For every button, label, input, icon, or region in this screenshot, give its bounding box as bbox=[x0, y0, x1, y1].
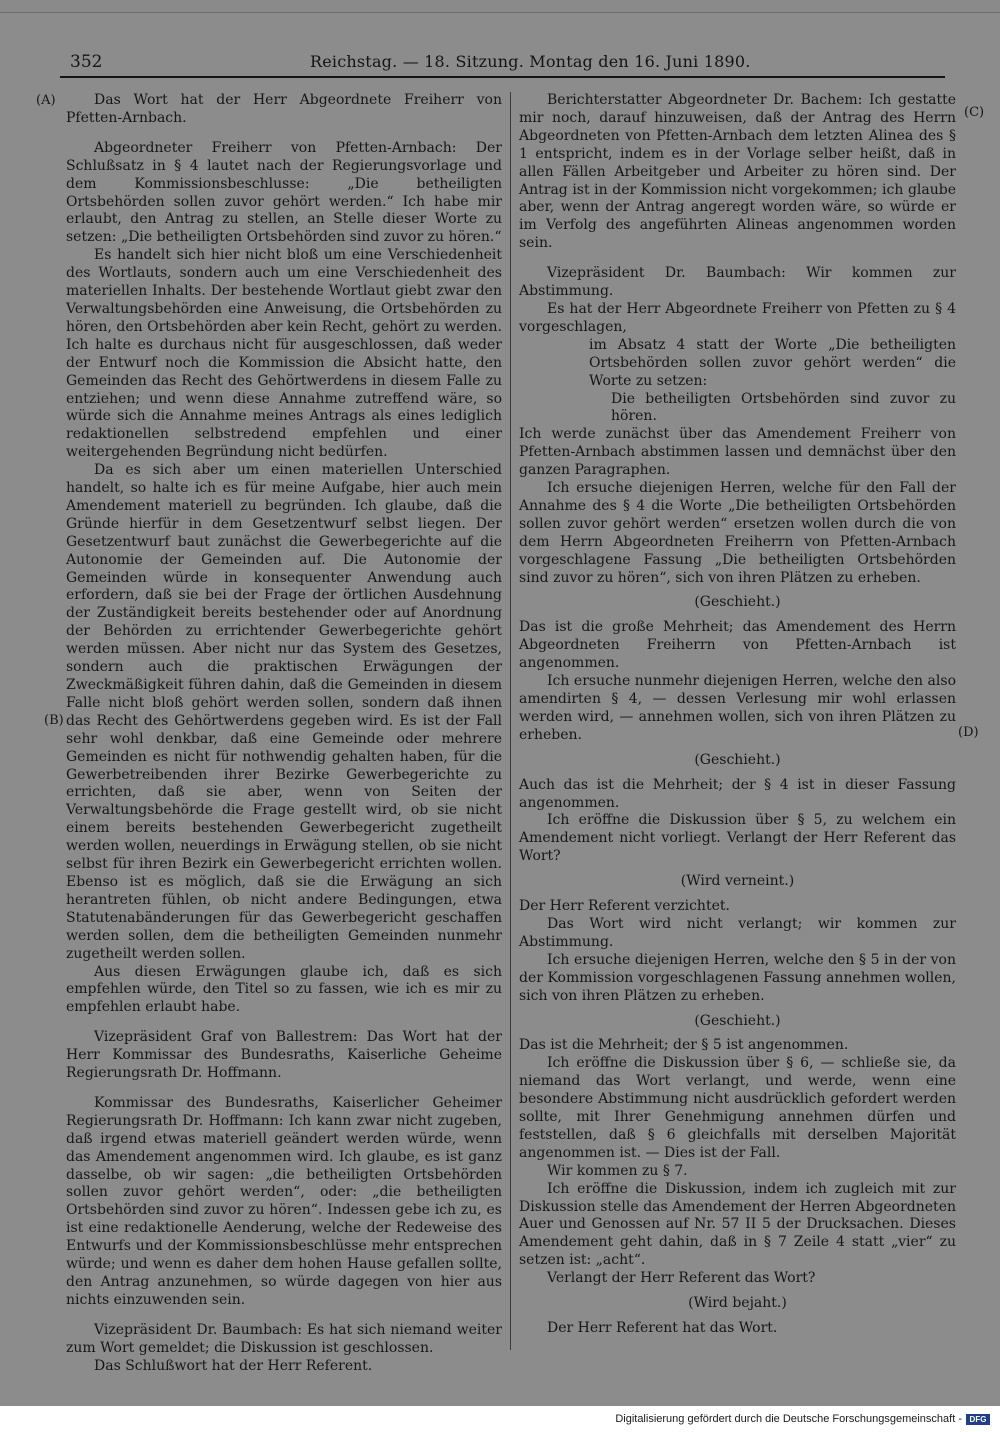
paragraph: Da es sich aber um einen materiellen Unterschied handelt, so halte ich es für meine Aufgabe, hier auch mein Amendement materiell zu begründen. Ich glaube, daß die Gründe hierfür in dem Gesetzentwurf selbst liegen. Der Gesetzentwurf baut zunächst die Gewerbegerichte auf die Autonomie der Gemeinden auf. Die Autonomie der Gemeinden würde in konsequenter Anwendung auch erfordern, daß sie bei der Frage der örtlichen Ausdehnung der Zuständigkeit bereits bestehender oder auf Anordnung der Behörden zu errichtender Gewerbegerichte gehört werden müssen. Aber nicht nur das System des Gesetzes, sondern auch die praktischen Erwägungen der Zweckmäßigkeit führen dahin, daß die Gemeinden in diesem Falle nicht bloß gehört werden sollen, sondern daß ihnen das Recht des Gehörtwerdens gegeben wird. Es ist der Fall sehr wohl denkbar, daß eine Gemeinde oder mehrere Gemeinden es nicht für nothwendig gehalten haben, für die Gewerbetreibenden ihrer Bezirke Gewerbegerichte zu errichten, daß sie aber, wenn von Seiten der Verwaltungsbehörde die Frage gestellt wird, ob sie nicht einem bereits bestehenden Gewerbegericht zugetheilt werden wollen, neuerdings in Erwägung stellen, ob sie nicht selbst für ihren Bezirk ein Gewerbegericht errichten wollen. Ebenso ist es möglich, daß sie die Erwägung an sich herantreten fühlen, ob nicht andere Bedingungen, etwa Statutenabänderungen für das Gewerbegericht geschaffen werden sollen, dem die betheiligten Gemeinden nunmehr zugetheilt werden sollen. bbox=[66, 462, 502, 962]
paragraph: Wir kommen zu § 7. bbox=[547, 1162, 688, 1179]
quoted-proposal: im Absatz 4 statt der Worte „Die betheiligten Ortsbehörden sollen zuvor gehört werden“ die Worte zu setzen: bbox=[589, 336, 956, 389]
margin-mark-c: (C) bbox=[964, 105, 985, 120]
page-number: 352 bbox=[70, 52, 103, 72]
column-divider bbox=[510, 92, 511, 1350]
dfg-logo-icon: DFG bbox=[966, 1414, 990, 1425]
paragraph: Ich werde zunächst über das Amendement Freiherr von Pfetten-Arnbach abstimmen lassen und demnächst über den ganzen Paragraphen. bbox=[519, 426, 956, 479]
paragraph: Ich ersuche diejenigen Herren, welche den § 5 in der von der Kommission vorgeschlagenen Fassung annehmen wollen, sich von ihren Plätzen zu erheben. bbox=[519, 951, 956, 1004]
speech-baumbach: Vizepräsident Dr. Baumbach: Wir kommen zur Abstimmung. bbox=[519, 265, 956, 300]
paragraph: Ich eröffne die Diskussion über § 5, zu welchem ein Amendement nicht vorliegt. Verlangt der Herr Referent das Wort? bbox=[519, 812, 956, 865]
stage-direction: (Geschieht.) bbox=[694, 594, 781, 611]
paragraph: Das ist die große Mehrheit; das Amendement des Herrn Abgeordneten Freiherrn von Pfetten-Arnbach ist angenommen. bbox=[519, 619, 956, 672]
paragraph: Ich eröffne die Diskussion über § 6, — schließe sie, da niemand das Wort verlangt, und werde, wenn eine besondere Abstimmung nicht ausdrücklich gefordert werden sollte, mit Ihrer Genehmigung annehmen dürfen und feststellen, daß § 6 gleichfalls mit derselben Majorität angenommen ist. — Dies ist der Fall. bbox=[519, 1055, 956, 1161]
funding-notice: Digitalisierung gefördert durch die Deutsche Forschungsgemeinschaft - bbox=[615, 1413, 962, 1425]
page-header bbox=[60, 50, 945, 78]
paragraph: Verlangt der Herr Referent das Wort? bbox=[547, 1270, 816, 1287]
footer-bar bbox=[0, 1406, 1000, 1432]
paragraph: Das Schlußwort hat der Herr Referent. bbox=[94, 1357, 373, 1374]
speech-ballestrem: Vizepräsident Graf von Ballestrem: Das Wort hat der Herr Kommissar des Bundesraths, Kaiserliche Geheime Regierungsrath Dr. Hoffmann. bbox=[66, 1029, 502, 1082]
paragraph: Aus diesen Erwägungen glaube ich, daß es sich empfehlen würde, den Titel so zu fassen, wie ich es mir zu empfehlen erlaubt habe. bbox=[66, 963, 502, 1016]
speech-bachem: Berichterstatter Abgeordneter Dr. Bachem: Ich gestatte mir noch, darauf hinzuweisen, daß der Antrag des Herrn Abgeordneten von Pfetten-Arnbach dem letzten Alinea des § 1 entspricht, indem es in der Vorlage selber heißt, daß in allen Fällen Arbeitgeber und Arbeiter zu hören sind. Der Antrag ist in der Kommission nicht vorgekommen; ich glaube aber, wenn der Antrag angeregt worden wäre, so würde er im Verfolg des angeführten Alineas angenommen worden sein. bbox=[519, 92, 956, 252]
stage-direction: (Wird verneint.) bbox=[680, 873, 795, 890]
stage-direction: (Geschieht.) bbox=[694, 1012, 781, 1029]
margin-mark-b: (B) bbox=[44, 713, 64, 728]
paragraph: Es hat der Herr Abgeordnete Freiherr von Pfetten zu § 4 vorgeschlagen, bbox=[519, 300, 956, 335]
running-title: Reichstag. — 18. Sitzung. Montag den 16. Juni 1890. bbox=[310, 52, 751, 71]
margin-mark-d: (D) bbox=[958, 725, 979, 740]
right-column bbox=[519, 92, 956, 1338]
paragraph: Ich ersuche nunmehr diejenigen Herren, welche den also amendirten § 4, — dessen Verlesung mir wohl erlassen werden wird, — annehmen wollen, sich von ihren Plätzen zu erheben. bbox=[519, 673, 956, 743]
paragraph: Ich ersuche diejenigen Herren, welche für den Fall der Annahme des § 4 die Worte „Die betheiligten Ortsbehörden sollen zuvor gehört werden“ ersetzen wollen durch die von dem Herrn Abgeordneten Freiherrn von Pfetten-Arnbach vorgeschlagene Fassung „Die betheiligten Ortsbehörden sind zuvor zu hören“, sich von ihren Plätzen zu erheben. bbox=[519, 480, 956, 586]
paragraph: Das Wort hat der Herr Abgeordnete Freiherr von Pfetten-Arnbach. bbox=[66, 92, 502, 126]
paragraph: Auch das ist die Mehrheit; der § 4 ist in dieser Fassung angenommen. bbox=[519, 776, 956, 811]
speech-pfetten: Abgeordneter Freiherr von Pfetten-Arnbach: Der Schlußsatz in § 4 lautet nach der Regierungsvorlage und dem Kommissionsbeschlusse: „Die betheiligten Ortsbehörden sollen zuvor gehört werden.“ Ich habe mir erlaubt, den Antrag zu stellen, an Stelle dieser Worte zu setzen: „Die betheiligten Ortsbehörden sind zuvor zu hören.“ bbox=[66, 139, 502, 246]
paragraph: Ich eröffne die Diskussion, indem ich zugleich mit zur Diskussion stelle das Amendement der Herren Abgeordneten Auer und Genossen auf Nr. 57 II 5 der Drucksachen. Dieses Amendement geht dahin, daß in § 7 Zeile 4 statt „vier“ zu setzen ist: „acht“. bbox=[519, 1180, 956, 1269]
paragraph: Das ist die Mehrheit; der § 5 ist angenommen. bbox=[519, 1037, 849, 1054]
quoted-proposal: Die betheiligten Ortsbehörden sind zuvor zu hören. bbox=[611, 390, 956, 425]
speech-baumbach: Vizepräsident Dr. Baumbach: Es hat sich niemand weiter zum Wort gemeldet; die Diskussion ist geschlossen. bbox=[66, 1321, 502, 1356]
stage-direction: (Wird bejaht.) bbox=[688, 1295, 787, 1312]
paragraph: Der Herr Referent hat das Wort. bbox=[547, 1320, 778, 1336]
paragraph: Es handelt sich hier nicht bloß um eine Verschiedenheit des Wortlauts, sondern auch um eine Verschiedenheit des materiellen Inhalts. Der bestehende Wortlaut giebt zwar den Verwaltungsbehörden eine Anweisung, die Ortsbehörden zu hören, den Ortsbehörden aber kein Recht, gehört zu werden. Ich halte es durchaus nicht für ausgeschlossen, daß weder der Entwurf noch die Kommission die Absicht hatte, den Gemeinden das Recht des Gehörtwerdens in diesem Falle zu entziehen; und wenn diese Annahme zutreffend wäre, so würde sich die Annahme meines Antrags als eines lediglich redaktionellen selbstredend empfehlen und einer weitergehenden Begründung nicht bedürfen. bbox=[66, 247, 502, 461]
speech-hoffmann: Kommissar des Bundesraths, Kaiserlicher Geheimer Regierungsrath Dr. Hoffmann: Ich kann zwar nicht zugeben, daß irgend etwas materiell geändert werden würde, wenn das Amendement angenommen wird. Ich glaube, es ist ganz dasselbe, ob wir sagen: „die betheiligten Ortsbehörden sollen zuvor gehört werden“, oder: „die betheiligten Ortsbehörden sind zuvor zu hören“. Indessen gebe ich zu, es ist eine redaktionelle Aenderung, welche der Redeweise des Entwurfs und der Kommissionsbeschlüsse mehr entsprechen würde; und wenn es daher dem hohen Hause gefallen sollte, den Antrag anzunehmen, so würde dagegen von hier aus nichts einzuwenden sein. bbox=[66, 1094, 502, 1308]
previous-page-strip bbox=[0, 0, 1000, 13]
margin-mark-a: (A) bbox=[36, 93, 56, 108]
paragraph: Der Herr Referent verzichtet. bbox=[519, 898, 730, 915]
stage-direction: (Geschieht.) bbox=[694, 751, 781, 768]
paragraph: Das Wort wird nicht verlangt; wir kommen zur Abstimmung. bbox=[519, 915, 956, 950]
left-column bbox=[66, 92, 502, 1376]
